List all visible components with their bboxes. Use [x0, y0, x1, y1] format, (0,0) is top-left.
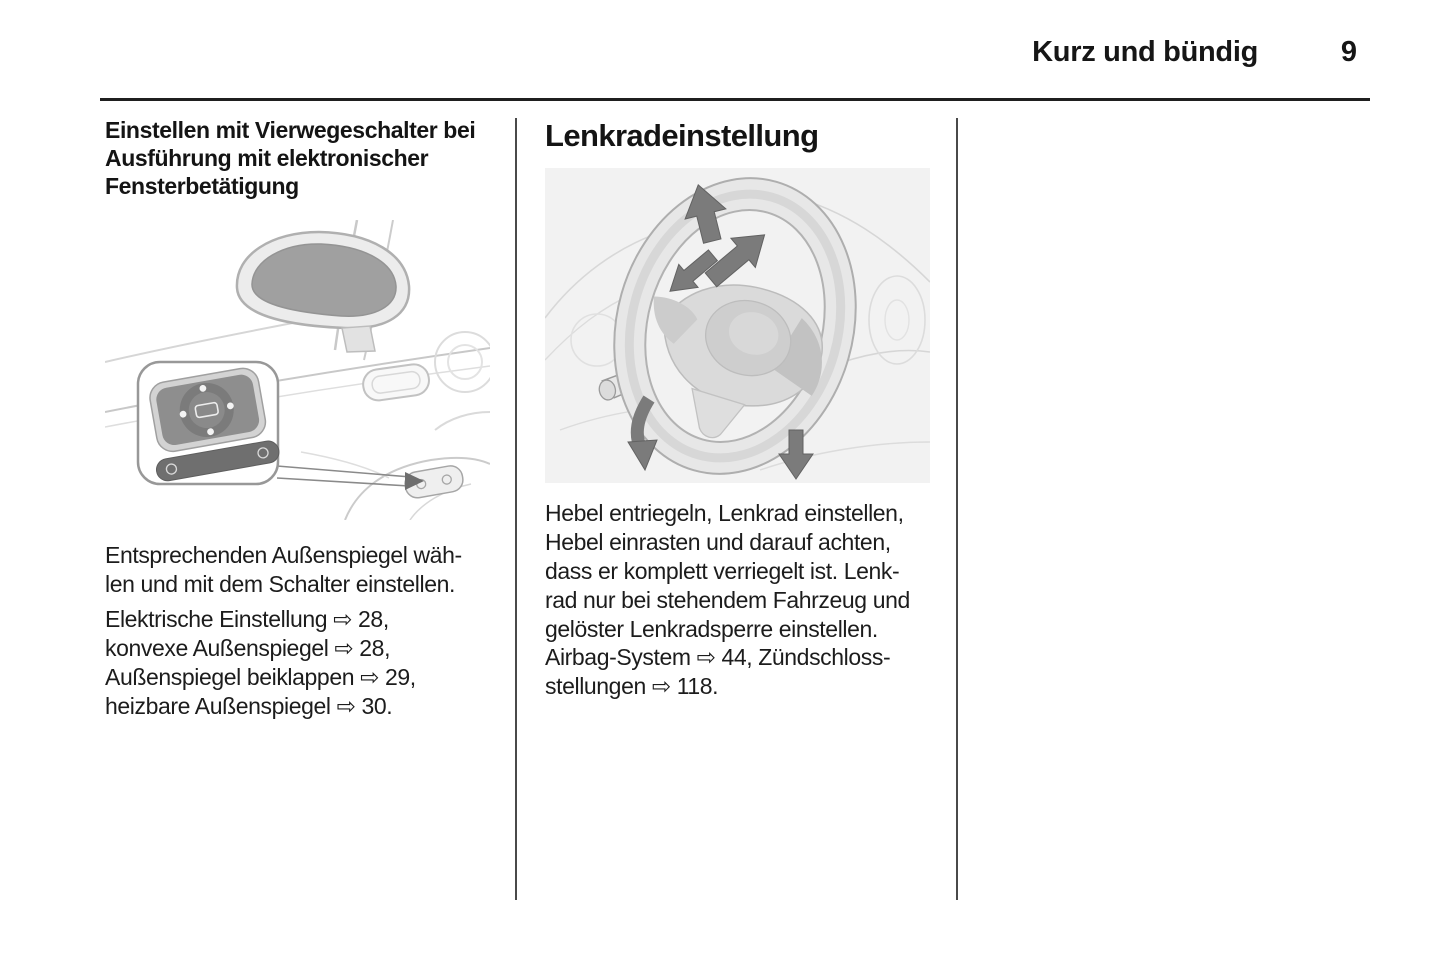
text-line: Entsprechenden Außenspiegel wäh- — [105, 542, 462, 568]
text-line: Elektrische Einstellung ⇨ 28, — [105, 606, 389, 632]
column-divider-left — [515, 118, 517, 900]
heading-line: Einstellen mit Vierwegeschalter bei — [105, 117, 476, 143]
text-line: dass er komplett verriegelt ist. Lenk- — [545, 558, 900, 584]
column-divider-right — [956, 118, 958, 900]
header-rule — [100, 98, 1370, 101]
text-line: konvexe Außenspiegel ⇨ 28, — [105, 635, 391, 661]
mirror-switch-illustration — [105, 220, 490, 520]
text-line: Hebel einrasten und darauf achten, — [545, 529, 891, 555]
left-paragraph-2 — [105, 605, 416, 721]
text-line: Hebel entriegeln, Lenkrad einstellen, — [545, 500, 904, 526]
steering-wheel-illustration — [545, 168, 930, 483]
text-line: Außenspiegel beiklappen ⇨ 29, — [105, 664, 416, 690]
text-line: gelöster Lenkradsperre einstellen. — [545, 616, 878, 642]
middle-column-heading: Lenkradeinstellung — [545, 118, 819, 153]
text-line: len und mit dem Schalter einstellen. — [105, 571, 455, 597]
section-title: Kurz und bündig — [1032, 36, 1258, 68]
middle-paragraph-1 — [545, 499, 910, 644]
text-line: rad nur bei stehendem Fahrzeug und — [545, 587, 910, 613]
text-line: heizbare Außenspiegel ⇨ 30. — [105, 693, 393, 719]
middle-paragraph-2 — [545, 643, 890, 701]
left-paragraph-1 — [105, 541, 462, 599]
heading-line: Ausführung mit elektronischer — [105, 145, 429, 171]
left-column-heading — [105, 116, 475, 200]
page-number: 9 — [1340, 36, 1357, 68]
text-line: Airbag-System ⇨ 44, Zündschloss- — [545, 644, 891, 670]
text-line: stellungen ⇨ 118. — [545, 673, 719, 699]
heading-line: Fensterbetätigung — [105, 173, 299, 199]
